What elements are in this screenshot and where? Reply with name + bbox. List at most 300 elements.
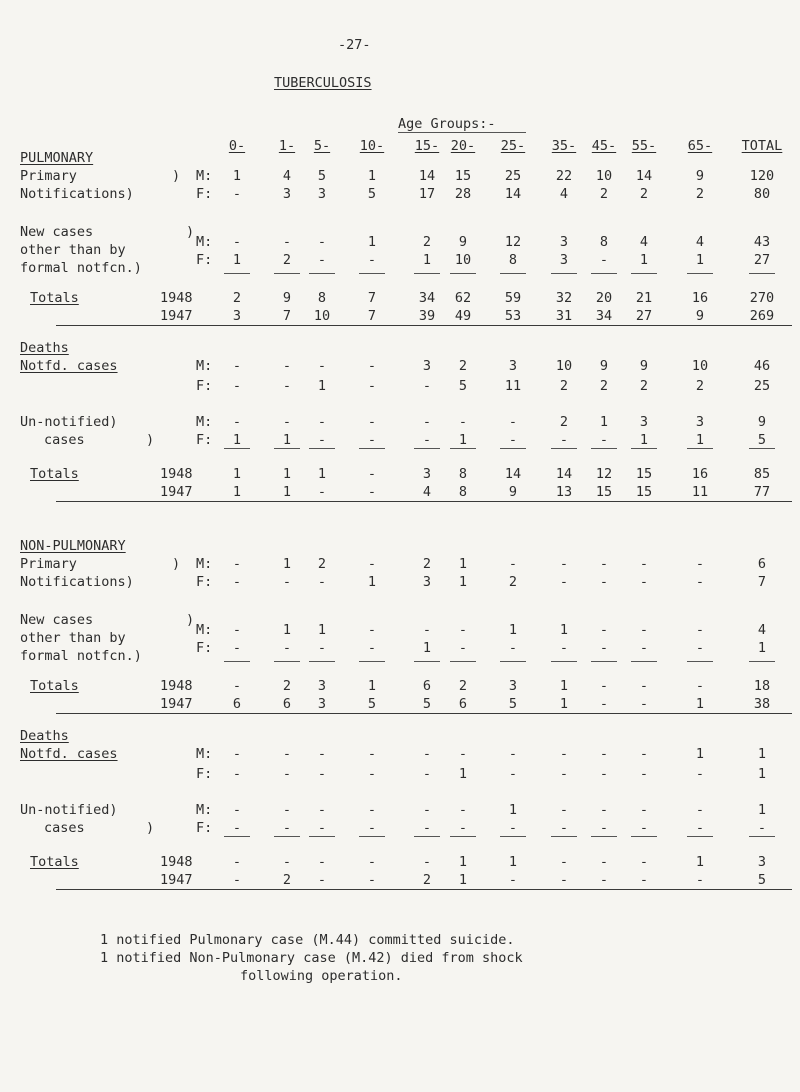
totals-1948-cell: 9 [282,290,292,306]
deaths-notfd-m-cell: - [508,746,518,762]
subtotal-underline [359,836,385,837]
deaths-totals-1947-cell: 5 [757,872,767,888]
deaths-un-m-cell: - [639,802,649,818]
primary-f-cell: 80 [753,186,771,202]
other-m-cell: 1 [367,234,377,250]
totals-1947-cell: 3 [317,696,327,712]
age-groups-label: Age Groups:- [398,116,496,132]
deaths-totals-1948-cell: 1 [458,854,468,870]
deaths-notfd-m-cell: - [317,358,327,374]
other-m-cell: 2 [422,234,432,250]
subtotal-underline [631,836,657,837]
totals-1947-cell: 27 [635,308,653,324]
primary-m-cell: - [639,556,649,572]
other-m-cell: - [317,234,327,250]
row-label: Un-notified) [20,802,118,818]
deaths-un-f-cell: - [559,432,569,448]
row-label: cases [44,820,85,836]
deaths-totals-1948-cell: 15 [635,466,653,482]
totals-1947-cell: 5 [422,696,432,712]
subtotal-underline [551,448,577,449]
subtotal-underline [591,836,617,837]
deaths-notfd-f-cell: - [695,766,705,782]
deaths-totals-1947-cell: 2 [422,872,432,888]
deaths-notfd-f-cell: - [559,766,569,782]
primary-f-cell: 1 [458,574,468,590]
deaths-un-f-cell: 1 [232,432,242,448]
totals-1948-cell: 2 [282,678,292,694]
row-label: Notfd. cases [20,746,118,762]
subtotal-underline [224,448,250,449]
column-header: 1- [278,138,296,154]
primary-m-cell: 1 [367,168,377,184]
deaths-notfd-m-cell: 46 [753,358,771,374]
subtotal-underline [274,661,300,662]
subtotal-underline [274,836,300,837]
primary-f-cell: - [317,574,327,590]
deaths-notfd-m-cell: 1 [695,746,705,762]
totals-label: Totals [30,854,79,870]
subtotal-underline [631,448,657,449]
subtotal-underline [551,836,577,837]
deaths-un-f-cell: - [282,820,292,836]
other-m-cell: 3 [559,234,569,250]
deaths-un-f-cell: - [757,820,767,836]
totals-1948-cell: 2 [232,290,242,306]
other-f-cell: 27 [753,252,771,268]
primary-m-cell: 9 [695,168,705,184]
year-label: 1947 [160,872,193,888]
deaths-un-f-cell: - [422,820,432,836]
subtotal-underline [224,836,250,837]
deaths-notfd-m-cell: - [599,746,609,762]
deaths-un-m-cell: - [282,414,292,430]
totals-label: Totals [30,290,79,306]
other-f-cell: 1 [695,252,705,268]
deaths-un-f-cell: - [508,432,518,448]
primary-m-cell: 15 [454,168,472,184]
section-heading: NON-PULMONARY [20,538,126,554]
primary-m-cell: 5 [317,168,327,184]
primary-m-cell: - [367,556,377,572]
subtotal-underline [414,273,440,274]
subtotal-underline [631,661,657,662]
deaths-un-m-cell: - [282,802,292,818]
deaths-notfd-f-cell: - [639,766,649,782]
deaths-totals-1947-cell: 1 [232,484,242,500]
totals-1948-cell: 62 [454,290,472,306]
totals-1948-cell: 8 [317,290,327,306]
deaths-un-m-cell: 2 [559,414,569,430]
other-m-cell: 1 [508,622,518,638]
sex-label: F: [196,820,213,836]
other-m-cell: 4 [757,622,767,638]
other-f-cell: - [599,252,609,268]
subtotal-underline [414,836,440,837]
other-m-cell: - [232,234,242,250]
primary-f-cell: - [599,574,609,590]
deaths-notfd-m-cell: - [367,358,377,374]
subtotal-underline [309,661,335,662]
row-label: New cases [20,612,94,628]
column-header: 0- [228,138,246,154]
primary-f-cell: 28 [454,186,472,202]
row-label: ) [146,820,155,836]
primary-f-cell: 3 [282,186,292,202]
row-label: ) [146,432,155,448]
totals-1948-cell: - [232,678,242,694]
subtotal-underline [687,661,713,662]
totals-1947-cell: 49 [454,308,472,324]
totals-1947-cell: - [639,696,649,712]
deaths-totals-1948-cell: 3 [757,854,767,870]
deaths-notfd-f-cell: 2 [695,378,705,394]
deaths-un-f-cell: - [599,432,609,448]
deaths-totals-1948-cell: - [422,854,432,870]
deaths-totals-1948-cell: - [367,466,377,482]
year-label: 1947 [160,484,193,500]
primary-m-cell: - [508,556,518,572]
column-header: 25- [500,138,526,154]
sex-label: F: [196,432,213,448]
deaths-notfd-f-cell: 2 [639,378,649,394]
deaths-totals-1948-cell: - [232,854,242,870]
year-label: 1948 [160,854,193,870]
subtotal-underline [309,836,335,837]
other-m-cell: 43 [753,234,771,250]
totals-1948-cell: 59 [504,290,522,306]
sex-label: F: [196,252,213,268]
deaths-notfd-f-cell: 11 [504,378,522,394]
deaths-un-m-cell: - [232,414,242,430]
deaths-un-f-cell: - [559,820,569,836]
subtotal-underline [274,273,300,274]
row-label: formal notfcn.) [20,260,142,276]
deaths-notfd-m-cell: 3 [422,358,432,374]
deaths-un-m-cell: - [232,802,242,818]
deaths-notfd-m-cell: - [232,358,242,374]
totals-1948-cell: 20 [595,290,613,306]
row-label: Primary [20,556,77,572]
primary-m-cell: - [695,556,705,572]
subtotal-underline [359,448,385,449]
other-m-cell: - [599,622,609,638]
deaths-un-m-cell: - [317,802,327,818]
deaths-totals-1948-cell: 1 [317,466,327,482]
row-label: other than by [20,242,126,258]
totals-1948-cell: - [695,678,705,694]
primary-m-cell: 2 [317,556,327,572]
column-header: 65- [687,138,713,154]
deaths-un-m-cell: - [458,414,468,430]
totals-1948-cell: - [599,678,609,694]
deaths-totals-1948-cell: 16 [691,466,709,482]
other-f-cell: 1 [757,640,767,656]
totals-1948-cell: 7 [367,290,377,306]
subtotal-underline [500,661,526,662]
deaths-un-m-cell: - [458,802,468,818]
deaths-un-f-cell: 1 [282,432,292,448]
other-f-cell: - [282,640,292,656]
deaths-totals-1947-cell: 1 [282,484,292,500]
other-f-cell: - [695,640,705,656]
primary-f-cell: 3 [422,574,432,590]
totals-1947-cell: 1 [559,696,569,712]
other-m-cell: - [695,622,705,638]
subtotal-underline [551,661,577,662]
other-m-cell: 4 [695,234,705,250]
subtotal-underline [687,836,713,837]
totals-1947-cell: 6 [282,696,292,712]
totals-1947-cell: 9 [695,308,705,324]
deaths-notfd-f-cell: - [508,766,518,782]
deaths-totals-1948-cell: 3 [422,466,432,482]
sex-label: F: [196,766,213,782]
sex-label: F: [196,186,213,202]
primary-m-cell: 14 [418,168,436,184]
section-rule [56,713,792,714]
subtotal-underline [500,273,526,274]
year-label: 1948 [160,466,193,482]
subtotal-underline [591,661,617,662]
sex-label: M: [196,802,213,818]
other-m-cell: - [458,622,468,638]
deaths-un-f-cell: - [599,820,609,836]
sex-label: M: [196,746,213,762]
deaths-notfd-f-cell: - [367,766,377,782]
deaths-totals-1947-cell: - [367,484,377,500]
deaths-notfd-m-cell: - [639,746,649,762]
subtotal-underline [450,836,476,837]
deaths-un-f-cell: - [317,820,327,836]
other-f-cell: - [317,640,327,656]
totals-1948-cell: 2 [458,678,468,694]
row-label: ) [186,224,195,240]
other-m-cell: - [367,622,377,638]
other-m-cell: - [232,622,242,638]
deaths-un-m-cell: - [367,802,377,818]
row-label: New cases [20,224,94,240]
deaths-notfd-f-cell: 1 [458,766,468,782]
primary-m-cell: - [559,556,569,572]
totals-1947-cell: 5 [367,696,377,712]
subtotal-underline [687,448,713,449]
sex-label: F: [196,574,213,590]
primary-m-cell: 1 [232,168,242,184]
subtotal-underline [414,448,440,449]
deaths-un-f-cell: - [508,820,518,836]
subtotal-underline [749,661,775,662]
subtotal-underline [551,273,577,274]
deaths-totals-1947-cell: 8 [458,484,468,500]
other-f-cell: - [508,640,518,656]
deaths-notfd-m-cell: 10 [691,358,709,374]
column-header: 10- [359,138,385,154]
deaths-totals-1947-cell: - [317,872,327,888]
other-f-cell: - [639,640,649,656]
deaths-totals-1948-cell: 12 [595,466,613,482]
row-label: ) [172,168,181,184]
deaths-totals-1947-cell: - [639,872,649,888]
deaths-un-m-cell: - [695,802,705,818]
deaths-notfd-f-cell: - [599,766,609,782]
column-header: TOTAL [741,138,783,154]
deaths-notfd-m-cell: - [282,746,292,762]
totals-1948-cell: 270 [749,290,775,306]
year-label: 1948 [160,678,193,694]
other-f-cell: 10 [454,252,472,268]
other-f-cell: - [367,640,377,656]
deaths-totals-1947-cell: 4 [422,484,432,500]
other-m-cell: 1 [317,622,327,638]
subtotal-underline [274,448,300,449]
column-header: 45- [591,138,617,154]
totals-1947-cell: 7 [367,308,377,324]
page-number: -27- [338,37,371,53]
subtotal-underline [450,273,476,274]
primary-m-cell: 1 [458,556,468,572]
totals-1947-cell: 53 [504,308,522,324]
sex-label: F: [196,640,213,656]
subtotal-underline [500,448,526,449]
deaths-totals-1947-cell: - [559,872,569,888]
totals-1948-cell: 34 [418,290,436,306]
footnote: 1 notified Pulmonary case (M.44) committed suicide. [100,932,515,948]
sex-label: M: [196,622,213,638]
other-f-cell: 3 [559,252,569,268]
subtotal-underline [309,273,335,274]
other-m-cell: 1 [282,622,292,638]
deaths-notfd-f-cell: - [422,766,432,782]
deaths-un-m-cell: 1 [757,802,767,818]
totals-1948-cell: - [639,678,649,694]
primary-f-cell: 1 [367,574,377,590]
deaths-un-m-cell: 1 [508,802,518,818]
deaths-un-f-cell: - [232,820,242,836]
primary-m-cell: 2 [422,556,432,572]
totals-1948-cell: 32 [555,290,573,306]
age-groups-rule [398,132,526,133]
row-label: cases [44,432,85,448]
column-header: 35- [551,138,577,154]
deaths-totals-1948-cell: - [282,854,292,870]
deaths-totals-1947-cell: 9 [508,484,518,500]
totals-1947-cell: 34 [595,308,613,324]
deaths-un-f-cell: - [367,432,377,448]
row-label: ) [172,556,181,572]
section-rule [56,889,792,890]
totals-1947-cell: 5 [508,696,518,712]
totals-1947-cell: 1 [695,696,705,712]
column-header: 20- [450,138,476,154]
totals-1948-cell: 1 [367,678,377,694]
other-m-cell: 1 [559,622,569,638]
primary-f-cell: 5 [367,186,377,202]
totals-1948-cell: 6 [422,678,432,694]
other-f-cell: 8 [508,252,518,268]
totals-1948-cell: 18 [753,678,771,694]
row-label: ) [186,612,195,628]
deaths-un-m-cell: 1 [599,414,609,430]
sex-label: M: [196,168,213,184]
subtotal-underline [500,836,526,837]
year-label: 1947 [160,308,193,324]
primary-m-cell: - [232,556,242,572]
row-label: Primary [20,168,77,184]
subtotal-underline [631,273,657,274]
footnote: 1 notified Non-Pulmonary case (M.42) died from shock [100,950,523,966]
subtotal-underline [749,836,775,837]
other-f-cell: 1 [232,252,242,268]
year-label: 1948 [160,290,193,306]
deaths-notfd-f-cell: 2 [599,378,609,394]
other-f-cell: - [317,252,327,268]
deaths-totals-1947-cell: - [599,872,609,888]
deaths-notfd-m-cell: - [559,746,569,762]
other-m-cell: - [639,622,649,638]
deaths-notfd-m-cell: - [317,746,327,762]
primary-f-cell: - [232,574,242,590]
other-m-cell: - [422,622,432,638]
primary-m-cell: 1 [282,556,292,572]
subtotal-underline [749,273,775,274]
primary-m-cell: - [599,556,609,572]
deaths-un-m-cell: - [508,414,518,430]
other-f-cell: 2 [282,252,292,268]
other-f-cell: - [367,252,377,268]
row-label: Notifications) [20,574,134,590]
totals-1947-cell: 269 [749,308,775,324]
deaths-un-f-cell: 5 [757,432,767,448]
deaths-notfd-f-cell: - [232,766,242,782]
deaths-notfd-m-cell: 1 [757,746,767,762]
subtotal-underline [591,448,617,449]
other-f-cell: - [559,640,569,656]
primary-m-cell: 6 [757,556,767,572]
primary-m-cell: 25 [504,168,522,184]
deaths-un-m-cell: - [559,802,569,818]
year-label: 1947 [160,696,193,712]
other-f-cell: - [599,640,609,656]
page-title: TUBERCULOSIS [274,75,372,91]
primary-f-cell: 3 [317,186,327,202]
deaths-notfd-m-cell: 10 [555,358,573,374]
deaths-un-f-cell: 1 [639,432,649,448]
deaths-totals-1948-cell: 1 [695,854,705,870]
deaths-totals-1947-cell: 2 [282,872,292,888]
deaths-un-f-cell: 1 [695,432,705,448]
other-m-cell: 8 [599,234,609,250]
deaths-totals-1948-cell: - [599,854,609,870]
sex-label: F: [196,378,213,394]
deaths-notfd-f-cell: - [282,766,292,782]
deaths-totals-1947-cell: - [695,872,705,888]
deaths-notfd-f-cell: - [282,378,292,394]
deaths-totals-1948-cell: - [559,854,569,870]
column-header: 55- [631,138,657,154]
deaths-un-m-cell: - [367,414,377,430]
totals-1948-cell: 21 [635,290,653,306]
footnote: following operation. [240,968,403,984]
other-m-cell: 9 [458,234,468,250]
deaths-notfd-f-cell: 5 [458,378,468,394]
deaths-totals-1947-cell: - [317,484,327,500]
row-label: Notifications) [20,186,134,202]
deaths-totals-1948-cell: - [367,854,377,870]
deaths-notfd-f-cell: 2 [559,378,569,394]
primary-f-cell: 2 [508,574,518,590]
deaths-un-f-cell: - [695,820,705,836]
